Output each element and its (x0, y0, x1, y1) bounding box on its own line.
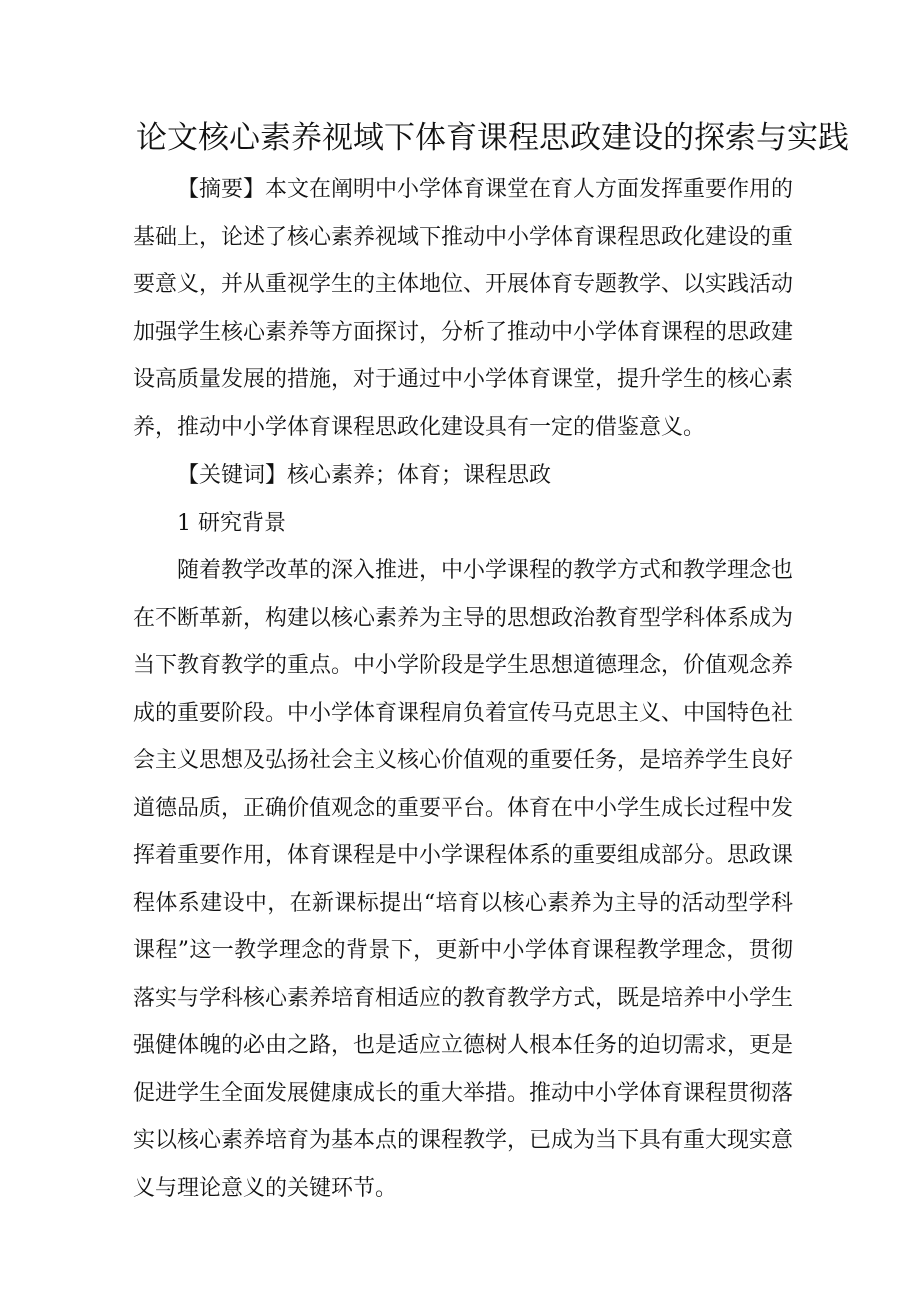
keywords-paragraph: 【关键词】核心素养；体育；课程思政 (177, 463, 552, 488)
section-body-paragraph: 随着教学改革的深入推进，中小学课程的教学方式和教学理念也在不断革新，构建以核心素养为主导的思想政治教育型学科体系成为当下教育教学的重点。中小学阶段是学生思想道德理念，价值观念养成的重要阶段。中小学体育课程肩负着宣传马克思主义、中国特色社会主义思想及弘扬社会主义核心价值观的重要任务，是培养学生良好道德品质，正确价值观念的重要平台。体育在中小学生成长过程中发挥着重要作用，体育课程是中小学课程体系的重要组成部分。思政课程体系建设中，在新课标提出“培育以核心素养为主导的活动型学科课程”这一教学理念的背景下，更新中小学体育课程教学理念，贯彻落实与学科核心素养培育相适应的教育教学方式，既是培养中小学生强健体魄的必由之路，也是适应立德树人根本任务的迫切需求，更是促进学生全面发展健康成长的重大举措。推动中小学体育课程贯彻落实以核心素养培育为基本点的课程教学，已成为当下具有重大现实意义与理论意义的关键环节。 (133, 558, 794, 1201)
section-heading: 1 研究背景 (177, 511, 286, 536)
document-title: 论文核心素养视域下体育课程思政建设的探索与实践 (136, 120, 849, 156)
abstract-paragraph: 【摘要】本文在阐明中小学体育课堂在育人方面发挥重要作用的基础上，论述了核心素养视域下推动中小学体育课程思政化建设的重要意义，并从重视学生的主体地位、开展体育专题教学、以实践活动加强学生核心素养等方面探讨，分析了推动中小学体育课程的思政建设高质量发展的措施，对于通过中小学体育课堂，提升学生的核心素养，推动中小学体育课程思政化建设具有一定的借鉴意义。 (133, 177, 794, 440)
